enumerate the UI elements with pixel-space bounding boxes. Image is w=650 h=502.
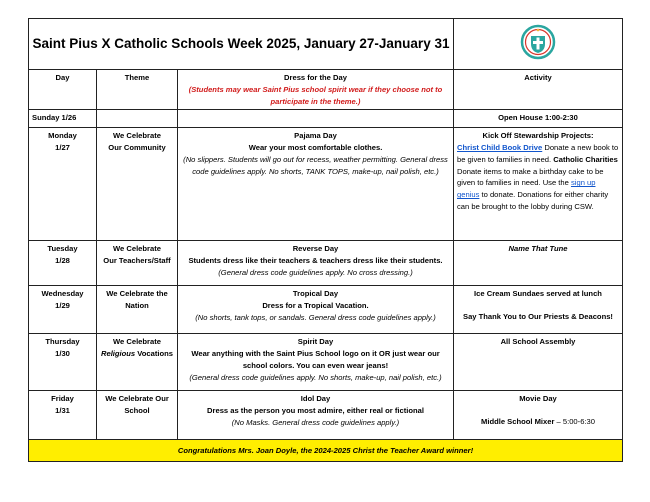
activity-cell: All School Assembly [454, 334, 623, 391]
page-title: Saint Pius X Catholic Schools Week 2025, January 27-January 31 [29, 19, 454, 70]
dress-name: Spirit Day [297, 337, 334, 347]
theme-cell: We Celebrate Our Teachers/Staff [97, 241, 178, 286]
school-crest-icon [520, 24, 556, 60]
dress-header [178, 70, 454, 110]
sign-up-genius-link[interactable]: sign up genius [457, 178, 596, 200]
dress-desc: Dress for a Tropical Vacation. [262, 301, 369, 311]
activity-cell: Name That Tune [454, 241, 623, 286]
dress-header-title: Dress for the Day [284, 73, 347, 82]
table-row-friday [29, 391, 623, 440]
schedule-table [28, 18, 623, 462]
theme-cell [97, 110, 178, 128]
logo-cell [454, 19, 623, 70]
dress-desc: Students dress like their teachers & teachers dress like their students. [188, 256, 443, 266]
day-cell: Tuesday 1/28 [29, 241, 97, 286]
dress-note: (No slippers. Students will go out for recess, weather permitting. General dress code guidelines apply. No shorts, TANK TOPS, make-up, nail polish, etc.) [183, 154, 448, 176]
dress-cell [178, 110, 454, 128]
dress-cell [178, 334, 454, 391]
theme-header: Theme [97, 70, 178, 110]
theme-cell: We Celebrate Religious Vocations [97, 334, 178, 391]
dress-name: Idol Day [300, 394, 331, 404]
theme-cell: We Celebrate Our School [97, 391, 178, 440]
activity-cell [454, 128, 623, 241]
activity-paragraph: Christ Child Book Drive Donate a new book to be given to families in need. Catholic Charities Donate items to make a birthday cake to be given to families in need. Use the sign up genius to donate. Donations for either charity can be brought to the lobby during CSW. [457, 143, 619, 211]
dress-header-note: (Students may wear Saint Pius school spirit wear if they choose not to participate in the theme.) [188, 84, 443, 106]
table-row-tuesday [29, 241, 623, 286]
day-header: Day [29, 70, 97, 110]
dress-desc: Wear anything with the Saint Pius School logo on it OR just wear our school colors. You can even wear jeans! [191, 349, 440, 370]
book-drive-link[interactable]: Christ Child Book Drive [457, 143, 543, 153]
dress-name: Pajama Day [294, 131, 337, 141]
dress-cell [178, 241, 454, 286]
dress-note: (No Masks. General dress code guidelines apply.) [231, 417, 400, 427]
dress-desc: Wear your most comfortable clothes. [248, 143, 383, 153]
dress-cell [178, 286, 454, 334]
activity-title: Kick Off Stewardship Projects: [482, 131, 594, 141]
header-row [29, 70, 623, 110]
table-row-wednesday [29, 286, 623, 334]
theme-cell: We Celebrate the Nation [97, 286, 178, 334]
dress-desc: Dress as the person you most admire, either real or fictional [207, 406, 424, 416]
dress-note: (General dress code guidelines apply. No shorts, make-up, nail polish, etc.) [189, 372, 442, 382]
dress-note: (General dress code guidelines apply. No cross dressing.) [218, 267, 413, 277]
activity-header: Activity [454, 70, 623, 110]
dress-name: Tropical Day [292, 289, 339, 299]
day-cell: Friday 1/31 [29, 391, 97, 440]
table-row-thursday [29, 334, 623, 391]
table-row-sunday [29, 110, 623, 128]
activity-cell: Ice Cream Sundaes served at lunch Say Thank You to Our Priests & Deacons! [454, 286, 623, 334]
award-banner: Congratulations Mrs. Joan Doyle, the 2024-2025 Christ the Teacher Award winner! [29, 440, 623, 462]
dress-note: (No shorts, tank tops, or sandals. General dress code guidelines apply.) [195, 312, 436, 322]
day-cell: Sunday 1/26 [29, 110, 97, 128]
activity-cell: Movie Day Middle School Mixer – 5:00-6:30 [454, 391, 623, 440]
theme-cell: We Celebrate Our Community [97, 128, 178, 241]
table-row-monday [29, 128, 623, 241]
footer-row [29, 440, 623, 462]
day-cell: Thursday 1/30 [29, 334, 97, 391]
day-cell: Monday 1/27 [29, 128, 97, 241]
activity-cell: Open House 1:00-2:30 [454, 110, 623, 128]
title-row [29, 19, 623, 70]
dress-name: Reverse Day [292, 244, 339, 254]
day-cell: Wednesday 1/29 [29, 286, 97, 334]
dress-cell [178, 128, 454, 241]
dress-cell [178, 391, 454, 440]
